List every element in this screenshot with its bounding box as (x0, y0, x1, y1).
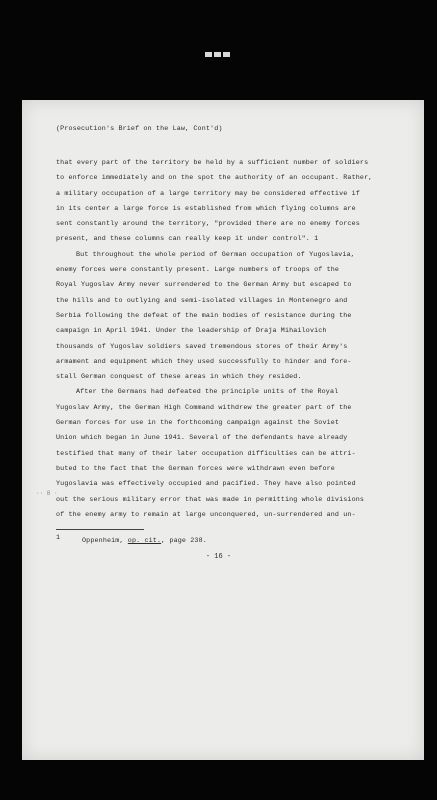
text-line: German forces for use in the forthcoming campaign against the Soviet (56, 419, 340, 428)
text-line: that every part of the territory be held by a sufficient number of soldiers (56, 159, 369, 167)
footnote-citation: op. cit. (127, 537, 162, 546)
footnote-page: , page 238. (161, 537, 207, 546)
text-line: testified that many of their later occupation difficulties can be attri- (56, 449, 356, 458)
text-line: After the Germans had defeated the principle units of the Royal (76, 388, 339, 397)
text-line: the hills and to outlying and semi-isolated villages in Montenegro and (56, 296, 348, 305)
text-line: buted to the fact that the German forces were withdrawn even before (56, 464, 335, 473)
text-line: Royal Yugoslav Army never surrendered to the German Army but escaped to (56, 281, 352, 290)
body-paragraphs (56, 156, 376, 523)
footnote-mark: 1 (56, 534, 61, 543)
text-line: Yugoslav Army, the German High Command withdrew the greater part of the (56, 403, 352, 412)
text-line: of the enemy army to remain at large unconquered, un-surrendered and un- (56, 510, 356, 519)
text-line: Yugoslavia was effectively occupied and pacified. They have also pointed (56, 480, 356, 489)
text-line: stall German conquest of these areas in which they resided. (56, 373, 302, 382)
text-line: Serbia following the defeat of the main bodies of resistance during the (56, 311, 352, 320)
text-line: campaign in April 1941. Under the leadership of Draja Mihailovich (56, 327, 327, 336)
page-number: - 16 - (205, 553, 232, 561)
running-header: (Prosecution's Brief on the Law, Cont'd) (56, 125, 223, 133)
text-line: thousands of Yugoslav soldiers saved tremendous stores of their Army's (56, 342, 348, 351)
text-line: Union which began in June 1941. Several of the defendants have already (56, 434, 348, 443)
text-line: present, and these columns can really keep it under control". 1 (56, 235, 319, 244)
frame-marker (205, 44, 239, 50)
paragraph (56, 156, 376, 248)
text-line: armament and equipment which they used successfully to hinder and fore- (56, 357, 352, 366)
document-text (56, 124, 376, 546)
text-line: a military occupation of a large territory may be considered effective if (56, 189, 360, 198)
text-line: But throughout the whole period of German occupation of Yugoslavia, (76, 250, 355, 259)
paragraph (56, 248, 376, 386)
margin-mark: ·· 8 · (36, 490, 58, 497)
text-line: sent constantly around the territory, "provided there are no enemy forces (56, 220, 360, 229)
text-line: enemy forces were constantly present. Large numbers of troops of the (56, 266, 340, 275)
paragraph (56, 385, 376, 523)
footnote (56, 536, 376, 546)
text-line: to enforce immediately and on the spot the authority of an occupant. Rather, (56, 174, 373, 183)
footnote-author: Oppenheim, (82, 537, 128, 546)
text-line: in its center a large force is established from which flying columns are (56, 204, 356, 213)
text-line: out the serious military error that was made in permitting whole divisions (56, 495, 365, 504)
footnote-divider (56, 529, 144, 530)
